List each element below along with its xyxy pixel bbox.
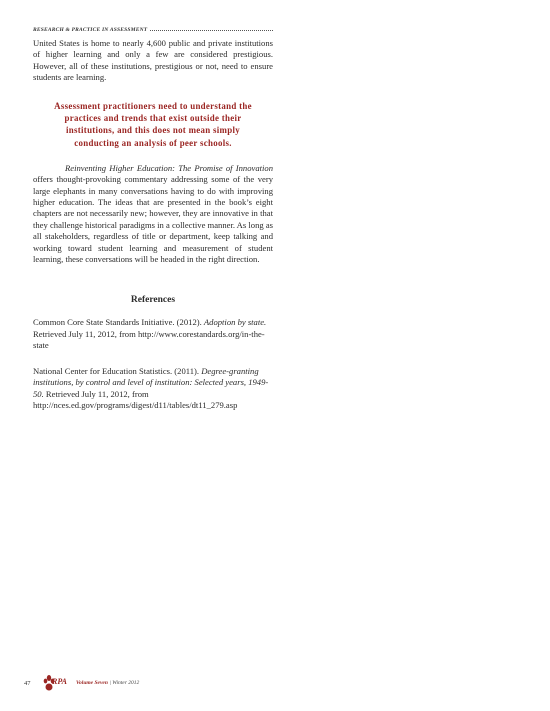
page-footer: [24, 672, 139, 694]
reference-source: Retrieved July 11, 2012, from http://nces.ed.gov/programs/digest/d11/tables/dt11_279.asp: [33, 388, 238, 410]
running-header: [33, 27, 273, 33]
reference-entry: [33, 317, 273, 351]
references-section: [33, 295, 273, 411]
paragraph-book-review: [33, 163, 273, 266]
book-title: Reinventing Higher Education: The Promise of Innovation: [65, 162, 273, 173]
reference-entry: [33, 366, 273, 412]
journal-title: RESEARCH & PRACTICE IN ASSESSMENT: [33, 27, 148, 33]
rpa-logo-icon: RPA: [42, 672, 72, 694]
header-dotted-rule: [150, 30, 273, 31]
references-heading: References: [130, 295, 176, 306]
reference-title: Adoption by state.: [203, 317, 267, 328]
page-number: 47: [24, 679, 31, 687]
reference-source: Retrieved July 11, 2012, from http://www.corestandards.org/in-the-state: [33, 328, 265, 351]
paragraph-book-review-text: offers thought-provoking commentary addressing some of the very large elephants in many conversations having to do with improving higher education. The ideas that are presented in the book’s eight chapters are not necessarily new; however, they are innovative in that they challenge historical paradigms in a collective manner. As long as all stakeholders, regardless of title or department, keep talking and working toward student learning and measurement of student learning, these conversations will be headed in the right direction.: [33, 174, 273, 265]
volume-info: [76, 680, 139, 686]
reference-author: Common Core State Standards Initiative. (2012).: [33, 317, 204, 328]
main-column: [33, 38, 273, 425]
season-label: | Winter 2012: [107, 680, 140, 686]
pull-quote: Assessment practitioners need to understand the practices and trends that exist outside their institutions, and this does not mean simply conducting an analysis of peer schools.: [54, 100, 252, 148]
reference-title: Degree-granting institutions, by control and level of institution: Selected years, 1949-50.: [33, 365, 269, 399]
reference-author: National Center for Education Statistics. (2011).: [33, 365, 202, 376]
paragraph-institutions: United States is home to nearly 4,600 public and private institutions of higher learning and only a few are considered prestigious. However, all of these institutions, prestigious or not, need to ensure students are learning.: [33, 38, 273, 83]
volume-label: Volume Seven: [76, 680, 108, 686]
